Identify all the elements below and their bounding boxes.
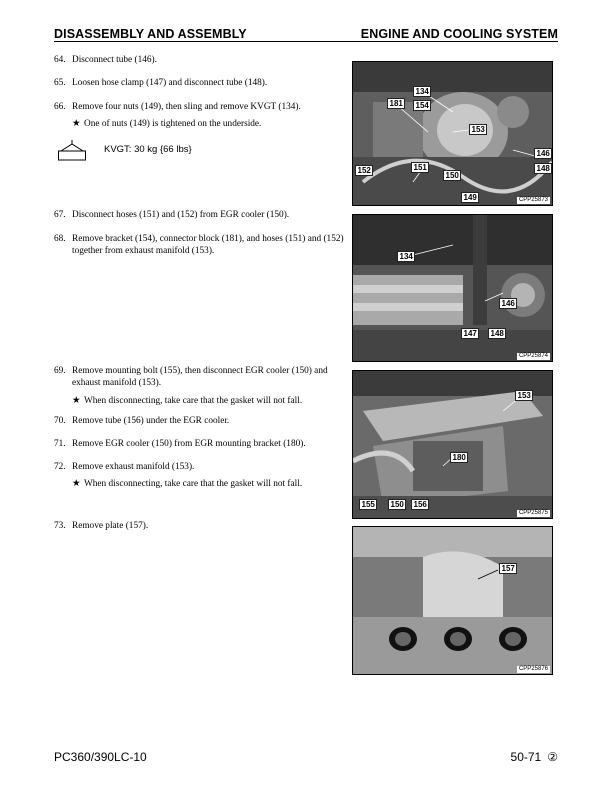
- callout-label: 134: [413, 86, 431, 97]
- callout-label: 148: [534, 163, 552, 174]
- star-icon: ★: [72, 119, 81, 130]
- step-text: Remove EGR cooler (150) from EGR mounting bracket (180).: [72, 439, 306, 449]
- callout-label: 150: [443, 170, 461, 181]
- callout-label: 148: [488, 328, 506, 339]
- photo-code: CPP25874: [518, 353, 548, 359]
- star-icon: ★: [72, 479, 81, 490]
- step-text: Remove tube (156) under the EGR cooler.: [72, 416, 230, 426]
- callout-label: 154: [413, 100, 431, 111]
- step-69: [54, 365, 344, 407]
- callout-label: 147: [461, 328, 479, 339]
- step-number: 68.: [54, 234, 66, 244]
- photo-cpp25876: [352, 526, 553, 675]
- callout-label: 153: [515, 390, 533, 401]
- step-note: [72, 395, 344, 407]
- step-note: [72, 118, 344, 130]
- callout-label: 150: [388, 499, 406, 510]
- engine-photo: [353, 527, 552, 674]
- callout-label: 152: [355, 165, 373, 176]
- header-section-title: DISASSEMBLY AND ASSEMBLY: [54, 27, 247, 41]
- photo-code: CPP25873: [518, 197, 548, 203]
- step-number: 69.: [54, 366, 66, 376]
- weight-text: KVGT: 30 kg {66 lbs}: [104, 144, 192, 155]
- callout-label: 181: [387, 98, 405, 109]
- note-text: When disconnecting, take care that the gasket will not fall.: [84, 479, 303, 490]
- step-text: Remove bracket (154), connector block (181), and hoses (151) and (152) together from exhaust manifold (153).: [72, 234, 344, 257]
- step-68: [54, 233, 344, 258]
- header-rule: [54, 41, 558, 42]
- step-text: Disconnect tube (146).: [72, 55, 157, 65]
- callout-label: 155: [359, 499, 377, 510]
- step-text: Remove exhaust manifold (153).: [72, 462, 195, 472]
- callout-label: 180: [450, 452, 468, 463]
- photo-cpp25874: [352, 214, 553, 362]
- step-number: 64.: [54, 55, 66, 65]
- step-text: Remove four nuts (149), then sling and remove KVGT (134).: [72, 102, 301, 112]
- weight-indicator: [58, 139, 278, 163]
- photo-code: CPP25876: [518, 666, 548, 672]
- step-70: [54, 415, 344, 427]
- note-text: One of nuts (149) is tightened on the underside.: [84, 119, 262, 130]
- page-number: 50-71: [510, 750, 542, 764]
- revision-mark: ②: [547, 750, 558, 764]
- photo-cpp25873: [352, 61, 553, 206]
- step-67: [54, 209, 344, 221]
- step-66: [54, 101, 344, 131]
- callout-label: 146: [534, 148, 552, 159]
- step-number: 70.: [54, 416, 66, 426]
- callout-label: 134: [397, 251, 415, 262]
- callout-label: 156: [411, 499, 429, 510]
- step-71: [54, 438, 344, 450]
- callout-label: 157: [499, 563, 517, 574]
- callout-label: 151: [411, 162, 429, 173]
- step-73: [54, 520, 344, 532]
- step-note: [72, 478, 344, 490]
- step-number: 71.: [54, 439, 66, 449]
- step-number: 66.: [54, 102, 66, 112]
- step-text: Remove mounting bolt (155), then disconnect EGR cooler (150) and exhaust manifold (153).: [72, 366, 328, 389]
- callout-label: 153: [469, 124, 487, 135]
- step-65: [54, 77, 344, 89]
- step-number: 65.: [54, 78, 66, 88]
- step-text: Loosen hose clamp (147) and disconnect tube (148).: [72, 78, 268, 88]
- step-text: Remove plate (157).: [72, 521, 149, 531]
- step-number: 73.: [54, 521, 66, 531]
- sling-weight-icon: [58, 139, 98, 163]
- note-text: When disconnecting, take care that the gasket will not fall.: [84, 395, 303, 406]
- step-64: [54, 54, 344, 66]
- engine-photo: [353, 62, 552, 205]
- header-chapter-title: ENGINE AND COOLING SYSTEM: [360, 27, 558, 41]
- callout-label: 149: [461, 192, 479, 203]
- step-number: 72.: [54, 462, 66, 472]
- step-72: [54, 461, 344, 491]
- step-number: 67.: [54, 210, 66, 220]
- footer-page: [511, 750, 558, 764]
- photo-cpp25875: [352, 370, 553, 519]
- engine-photo: [353, 215, 552, 361]
- star-icon: ★: [72, 395, 81, 406]
- callout-label: 146: [499, 298, 517, 309]
- photo-code: CPP25875: [518, 510, 548, 516]
- step-text: Disconnect hoses (151) and (152) from EGR cooler (150).: [72, 210, 290, 220]
- footer-model: PC360/390LC-10: [54, 750, 147, 764]
